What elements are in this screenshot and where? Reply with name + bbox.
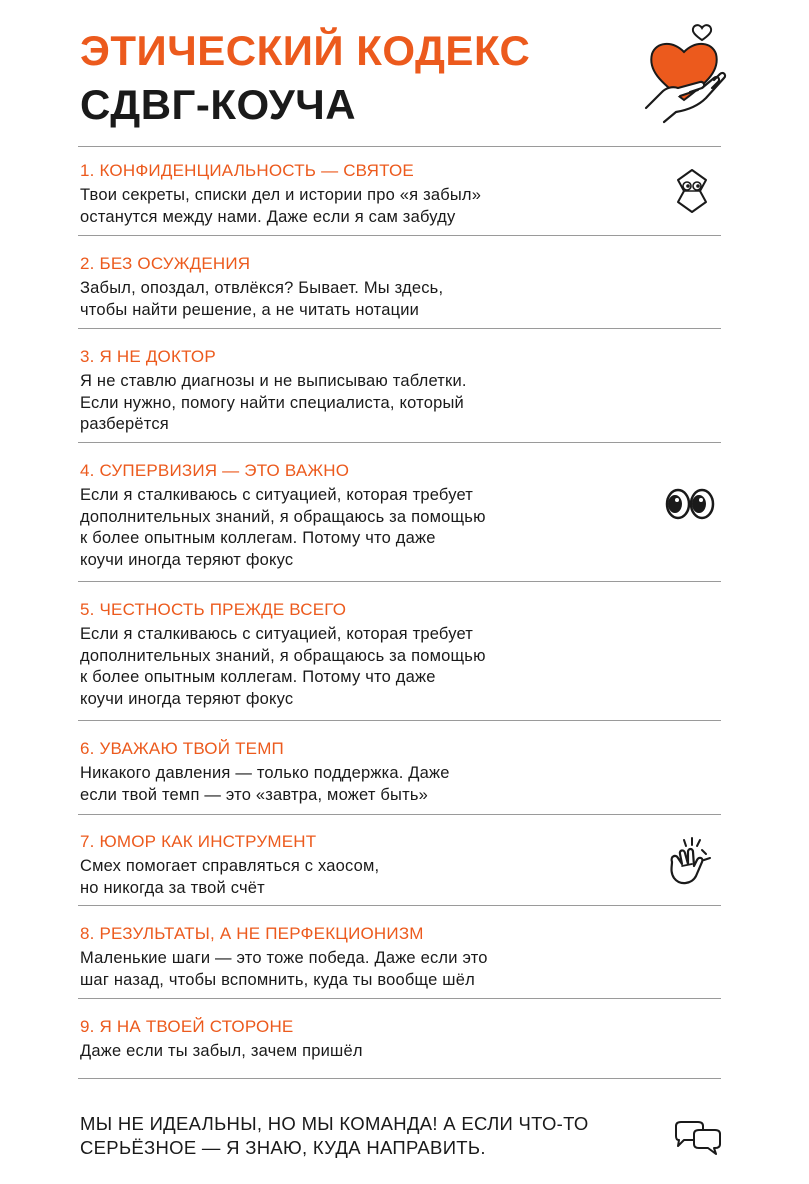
heart-in-hand-icon — [640, 18, 730, 128]
section-not-doctor — [80, 346, 640, 436]
sealed-eyes-icon — [670, 168, 714, 214]
divider — [78, 998, 721, 999]
divider — [78, 235, 721, 236]
section-heading: 4. СУПЕРВИЗИЯ — ЭТО ВАЖНО — [80, 461, 350, 480]
section-heading: 2. БЕЗ ОСУЖДЕНИЯ — [80, 254, 251, 273]
section-humor — [80, 831, 640, 899]
section-heading: 5. ЧЕСТНОСТЬ ПРЕЖДЕ ВСЕГО — [80, 600, 347, 619]
section-heading: 1. КОНФИДЕНЦИАЛЬНОСТЬ — СВЯТОЕ — [80, 161, 414, 180]
divider — [78, 328, 721, 329]
section-honesty — [80, 599, 640, 710]
footer-note — [80, 1112, 680, 1160]
section-body: Если я сталкиваюсь с ситуацией, которая требует дополнительных знаний, я обращаюсь за помощью к более опытным коллегам. Потому что даже коучи иногда теряют фокус — [80, 486, 486, 569]
divider — [78, 1078, 721, 1079]
page-subtitle: СДВГ-КОУЧА — [80, 81, 357, 128]
page-title: ЭТИЧЕСКИЙ КОДЕКС — [80, 27, 531, 74]
section-body: Никакого давления — только поддержка. Даже если твой темп — это «завтра, может быть» — [80, 764, 450, 804]
section-heading: 9. Я НА ТВОЕЙ СТОРОНЕ — [80, 1017, 294, 1036]
section-confidentiality — [80, 160, 640, 228]
section-heading: 6. УВАЖАЮ ТВОЙ ТЕМП — [80, 739, 284, 758]
section-body: Если я сталкиваюсь с ситуацией, которая требует дополнительных знаний, я обращаюсь за помощью к более опытным коллегам. Потому что даже коучи иногда теряют фокус — [80, 625, 486, 708]
chat-bubbles-icon — [672, 1120, 724, 1156]
section-body: Я не ставлю диагнозы и не выписываю таблетки. Если нужно, помогу найти специалиста, который разберётся — [80, 372, 467, 433]
footer-line: МЫ НЕ ИДЕАЛЬНЫ, НО МЫ КОМАНДА! А ЕСЛИ ЧТО-ТО — [80, 1113, 589, 1134]
section-heading: 8. РЕЗУЛЬТАТЫ, А НЕ ПЕРФЕКЦИОНИЗМ — [80, 924, 424, 943]
section-supervision — [80, 460, 640, 571]
section-body: Даже если ты забыл, зачем пришёл — [80, 1042, 363, 1060]
section-body: Забыл, опоздал, отвлёкся? Бывает. Мы здесь, чтобы найти решение, а не читать нотации — [80, 279, 444, 319]
divider — [78, 905, 721, 906]
section-on-your-side — [80, 1016, 640, 1063]
divider — [78, 814, 721, 815]
divider — [78, 146, 721, 147]
eyes-icon — [664, 484, 716, 524]
divider — [78, 581, 721, 582]
section-heading: 7. ЮМОР КАК ИНСТРУМЕНТ — [80, 832, 317, 851]
section-results — [80, 923, 640, 991]
footer-line: СЕРЬЁЗНОЕ — Я ЗНАЮ, КУДА НАПРАВИТЬ. — [80, 1137, 486, 1158]
divider — [78, 442, 721, 443]
section-heading: 3. Я НЕ ДОКТОР — [80, 347, 216, 366]
divider — [78, 720, 721, 721]
section-body: Смех помогает справляться с хаосом, но никогда за твой счёт — [80, 857, 380, 897]
section-body: Маленькие шаги — это тоже победа. Даже если это шаг назад, чтобы вспомнить, куда ты вообще шёл — [80, 949, 488, 989]
section-no-judgement — [80, 253, 640, 321]
clapping-hands-icon — [664, 836, 714, 888]
section-body: Твои секреты, списки дел и истории про «я забыл» останутся между нами. Даже если я сам забуду — [80, 186, 482, 226]
section-respect-pace — [80, 738, 640, 806]
